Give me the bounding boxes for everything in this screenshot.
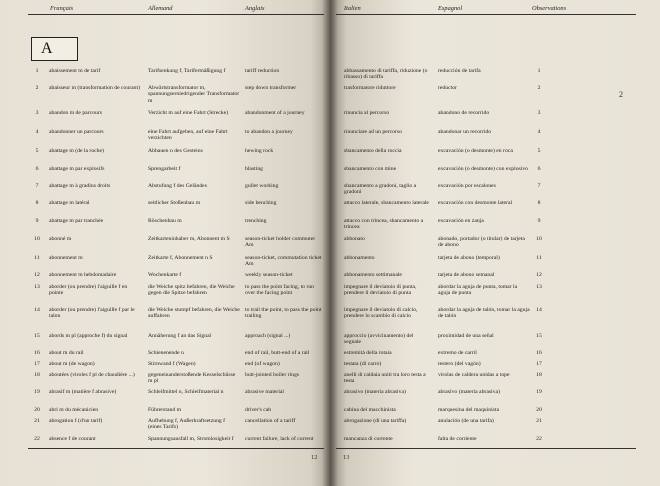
entry-english: current failure, lack of current <box>245 436 314 442</box>
entry-spanish: extremo de carril <box>438 350 477 356</box>
entry-number: 14 <box>34 307 40 313</box>
entry-german: die Weiche stumpf befahren, die Weiche auffahren <box>148 307 240 320</box>
entry-english: to pass the point facing, to run over the facing point <box>245 284 315 297</box>
entry-observation-number: 3 <box>537 110 541 116</box>
entry-number: 22 <box>34 436 40 442</box>
entry-english: weekly season-ticket <box>245 272 293 278</box>
entry-italian: abbonato <box>344 236 365 242</box>
entry-french: abandonner un parcours <box>49 129 104 135</box>
entry-italian: sbancamento a gradoni, taglio a gradoni <box>344 183 417 196</box>
entry-german: gegeneinanderstoßende Kesselschüsse m pl <box>148 372 236 385</box>
entry-observation-number: 2 <box>537 85 541 91</box>
entry-observation-number: 14 <box>536 307 542 313</box>
entry-number: 9 <box>35 218 39 224</box>
entry-english: driver's cab <box>245 407 272 413</box>
entry-observation-number: 22 <box>536 436 542 442</box>
entry-italian: testata (di carro) <box>344 361 382 367</box>
entry-observation-number: 8 <box>537 200 541 206</box>
entry-english: to trail the point, to pass the point trailing <box>245 307 322 320</box>
entry-observation-number: 21 <box>536 418 542 424</box>
entry-number: 1 <box>35 68 39 74</box>
entry-observation-number: 18 <box>536 372 542 378</box>
entry-number: 4 <box>35 129 39 135</box>
entry-italian: impegnare il deviatoio di calcio, prendere lo scambio di calcio <box>344 307 418 320</box>
entry-italian: attacco laterale, sbancamento laterale <box>344 200 429 206</box>
entry-italian: trasformatore riduttore <box>344 85 396 91</box>
entry-french: abandon m de parcours <box>49 110 102 116</box>
entry-german: Röschenbau m <box>148 218 182 224</box>
entry-spanish: testero (del vagón) <box>438 361 481 367</box>
book-gutter <box>322 0 338 486</box>
entry-italian: rinuncia al percorso <box>344 110 390 116</box>
entry-english: tariff reduction <box>245 68 280 74</box>
entry-number: 3 <box>35 110 39 116</box>
entry-french: abords m pl (approche f) du signal <box>49 333 128 339</box>
entry-german: Wochenkarte f <box>148 272 182 278</box>
page-number-right: 13 <box>343 454 350 461</box>
entry-german: eine Fahrt aufgeben, auf eine Fahrt verzichten <box>148 129 228 142</box>
entry-french: aborder (ou prendre) l'aiguille f par le talon <box>49 307 135 320</box>
margin-mark: 2 <box>619 90 623 99</box>
entry-german: Verzicht m auf eine Fahrt (Strecke) <box>148 110 229 116</box>
footer-rule-right <box>336 448 636 449</box>
entry-spanish: abandonar un recorrido <box>438 129 492 135</box>
entry-french: abaisseur m (transformation de courant) <box>49 85 140 91</box>
entry-english: trenching <box>245 218 267 224</box>
entry-french: abrasif m (matière f abrasive) <box>49 389 117 395</box>
entry-french: abattage m (de la roche) <box>49 148 104 154</box>
entry-german: die Weiche spitz befahren, die Weiche gegen die Spitze befahren <box>148 284 235 297</box>
entry-italian: estremità della rotaia <box>344 350 392 356</box>
entry-number: 18 <box>34 372 40 378</box>
entry-spanish: abandono de recorrido <box>438 110 490 116</box>
entry-english: butt-jointed boiler rings <box>245 372 300 378</box>
header-german: Allemand <box>148 5 173 12</box>
entry-french: abrogation f (d'un tarif) <box>49 418 103 424</box>
entry-number: 7 <box>35 183 39 189</box>
entry-english: end of rail, butt-end of a rail <box>245 350 310 356</box>
entry-italian: sbancamento con mine <box>344 166 397 172</box>
entry-observation-number: 4 <box>537 129 541 135</box>
entry-spanish: falta de corriente <box>438 436 477 442</box>
header-italian: Italien <box>344 5 361 12</box>
entry-spanish: abordar la aguja de punta, tomar la aguja de punta <box>438 284 518 297</box>
entry-spanish: excavación con desmonte lateral <box>438 200 513 206</box>
entry-italian: anelli di caldaia uniti tra loro testa a testa <box>344 372 426 385</box>
entry-number: 20 <box>34 407 40 413</box>
entry-spanish: proximidad de una señal <box>438 333 494 339</box>
entry-italian: abrasivo (materia abrasiva) <box>344 389 406 395</box>
entry-french: abonnement m <box>49 255 83 261</box>
entry-number: 12 <box>34 272 40 278</box>
entry-french: abattage m par explosifs <box>49 166 105 172</box>
entry-number: 10 <box>34 236 40 242</box>
entry-spanish: virolas de caldera unidas a tope <box>438 372 510 378</box>
entry-observation-number: 7 <box>537 183 541 189</box>
entry-spanish: tarjeta de abono semanal <box>438 272 495 278</box>
entry-english: to abandon a journey <box>245 129 293 135</box>
entry-number: 5 <box>35 148 39 154</box>
entry-french: abonné m <box>49 236 72 242</box>
entry-french: abattage m à gradins droits <box>49 183 111 189</box>
entry-english: season-ticket, commutation ticket Am <box>245 255 322 268</box>
entry-observation-number: 6 <box>537 166 541 172</box>
header-english: Anglais <box>245 5 265 12</box>
entry-german: Führerstand m <box>148 407 182 413</box>
entry-german: Aufhebung f, Außerkraftsetzung f (eines Tarifs) <box>148 418 226 431</box>
entry-observation-number: 11 <box>536 255 542 261</box>
entry-spanish: abrasivo (materia abrasiva) <box>438 389 500 395</box>
entry-german: Abstufung f des Geländes <box>148 183 207 189</box>
entry-observation-number: 10 <box>536 236 542 242</box>
entry-english: abrasive material <box>245 389 285 395</box>
entry-english: step down transformer <box>245 85 297 91</box>
entry-spanish: abordar la aguja de talón, tomar la aguja de talón <box>438 307 530 320</box>
entry-italian: abrogazione (di una tariffa) <box>344 418 407 424</box>
entry-italian: sbancamento della roccia <box>344 148 402 154</box>
header-spanish: Espagnol <box>438 5 463 12</box>
footer-rule-left <box>28 448 324 449</box>
entry-number: 15 <box>34 333 40 339</box>
entry-english: abandonment of a journey <box>245 110 305 116</box>
entry-english: cancellation of a tariff <box>245 418 296 424</box>
entry-italian: abbonamento settimanale <box>344 272 402 278</box>
entry-italian: attacco con trincea, sbancamento a trincea <box>344 218 424 231</box>
entry-observation-number: 15 <box>536 333 542 339</box>
entry-german: seitlicher Stoßenbau m <box>148 200 201 206</box>
entry-spanish: excavación (o desmonte) en roca <box>438 148 513 154</box>
entry-spanish: reductor <box>438 85 457 91</box>
entry-observation-number: 20 <box>536 407 542 413</box>
entry-number: 21 <box>34 418 40 424</box>
entry-french: aborder (ou prendre) l'aiguille f en pointe <box>49 284 128 297</box>
entry-french: abattage m latéral <box>49 200 90 206</box>
entry-observation-number: 12 <box>536 272 542 278</box>
entry-french: aboutées (viroles f pl de chaudière ...) <box>49 372 135 378</box>
entry-english: hewing rock <box>245 148 274 154</box>
entry-italian: mancanza di corrente <box>344 436 393 442</box>
entry-german: Sprengarbeit f <box>148 166 181 172</box>
entry-french: abri m du mécanicien <box>49 407 99 413</box>
entry-spanish: anulación (de una tarifa) <box>438 418 494 424</box>
entry-spanish: reducción de tarifa <box>438 68 481 74</box>
entry-number: 2 <box>35 85 39 91</box>
entry-english: season-ticket holder commuter Am <box>245 236 316 249</box>
entry-spanish: tarjeta de abono (temporal) <box>438 255 500 261</box>
entry-spanish: excavación (o desmonte) con explosivo <box>438 166 529 172</box>
entry-english: approach (signal ...) <box>245 333 291 339</box>
entry-italian: approccio (avvicinamento) del segnale <box>344 333 414 346</box>
entry-english: gullet working <box>245 183 279 189</box>
entry-number: 17 <box>34 361 40 367</box>
entry-german: Stirnwand f (Wagen) <box>148 361 196 367</box>
entry-german: Annäherung f an das Signal <box>148 333 212 339</box>
entry-german: Schleifmittel n, Schleifmaterial n <box>148 389 224 395</box>
entry-observation-number: 5 <box>537 148 541 154</box>
entry-french: absence f de courant <box>49 436 96 442</box>
entry-german: Abwärtstransformator m, spannungserniedrigender Transformator m <box>148 85 240 104</box>
entry-english: blasting <box>245 166 264 172</box>
entry-observation-number: 13 <box>536 284 542 290</box>
entry-english: side benching <box>245 200 277 206</box>
entry-italian: abbassamento di tariffa, riduzione (o ribasso) di tariffa <box>344 68 428 81</box>
entry-number: 19 <box>34 389 40 395</box>
entry-observation-number: 19 <box>536 389 542 395</box>
entry-italian: impegnare il deviatoio di punta, prendere il deviatoio di punta <box>344 284 417 297</box>
header-french: Français <box>50 5 74 12</box>
entry-number: 16 <box>34 350 40 356</box>
entry-french: abattage m par tranchée <box>49 218 104 224</box>
entry-observation-number: 16 <box>536 350 542 356</box>
entry-german: Spannungsausfall m, Stromlosigkeit f <box>148 436 234 442</box>
entry-observation-number: 17 <box>536 361 542 367</box>
entry-french: abaissement m de tarif <box>49 68 101 74</box>
entry-german: Schienenende n <box>148 350 184 356</box>
header-observations: Observations <box>532 5 567 12</box>
entry-spanish: excavación por escalones <box>438 183 496 189</box>
entry-italian: rinunciare ad un percorso <box>344 129 402 135</box>
entry-observation-number: 9 <box>537 218 541 224</box>
entry-german: Tarifsenkung f, Tarifermäßigung f <box>148 68 226 74</box>
entry-number: 13 <box>34 284 40 290</box>
entry-spanish: excavación en zanja <box>438 218 484 224</box>
header-rule-left <box>28 14 324 15</box>
entry-spanish: abonado, portador (o titular) de tarjeta de abono <box>438 236 525 249</box>
entry-observation-number: 1 <box>537 68 541 74</box>
entry-english: end (of wagon) <box>245 361 280 367</box>
entry-number: 8 <box>35 200 39 206</box>
entry-french: about m du rail <box>49 350 84 356</box>
entry-number: 6 <box>35 166 39 172</box>
entry-number: 11 <box>34 255 40 261</box>
entry-italian: cabina del macchinista <box>344 407 396 413</box>
header-rule-right <box>336 14 636 15</box>
entry-french: abonnement m hebdomadaire <box>49 272 117 278</box>
entry-italian: abbonamento <box>344 255 375 261</box>
entry-french: about m (de wagon) <box>49 361 95 367</box>
entry-german: Abbauen n des Gesteins <box>148 148 203 154</box>
entry-german: Zeitkarte f, Abonnement n S <box>148 255 213 261</box>
page-number-left: 12 <box>311 454 318 461</box>
section-letter-box: A <box>31 37 78 61</box>
entry-german: Zeitkarteninhaber m, Abonnent m S <box>148 236 230 242</box>
entry-spanish: marquesina del maquinista <box>438 407 499 413</box>
